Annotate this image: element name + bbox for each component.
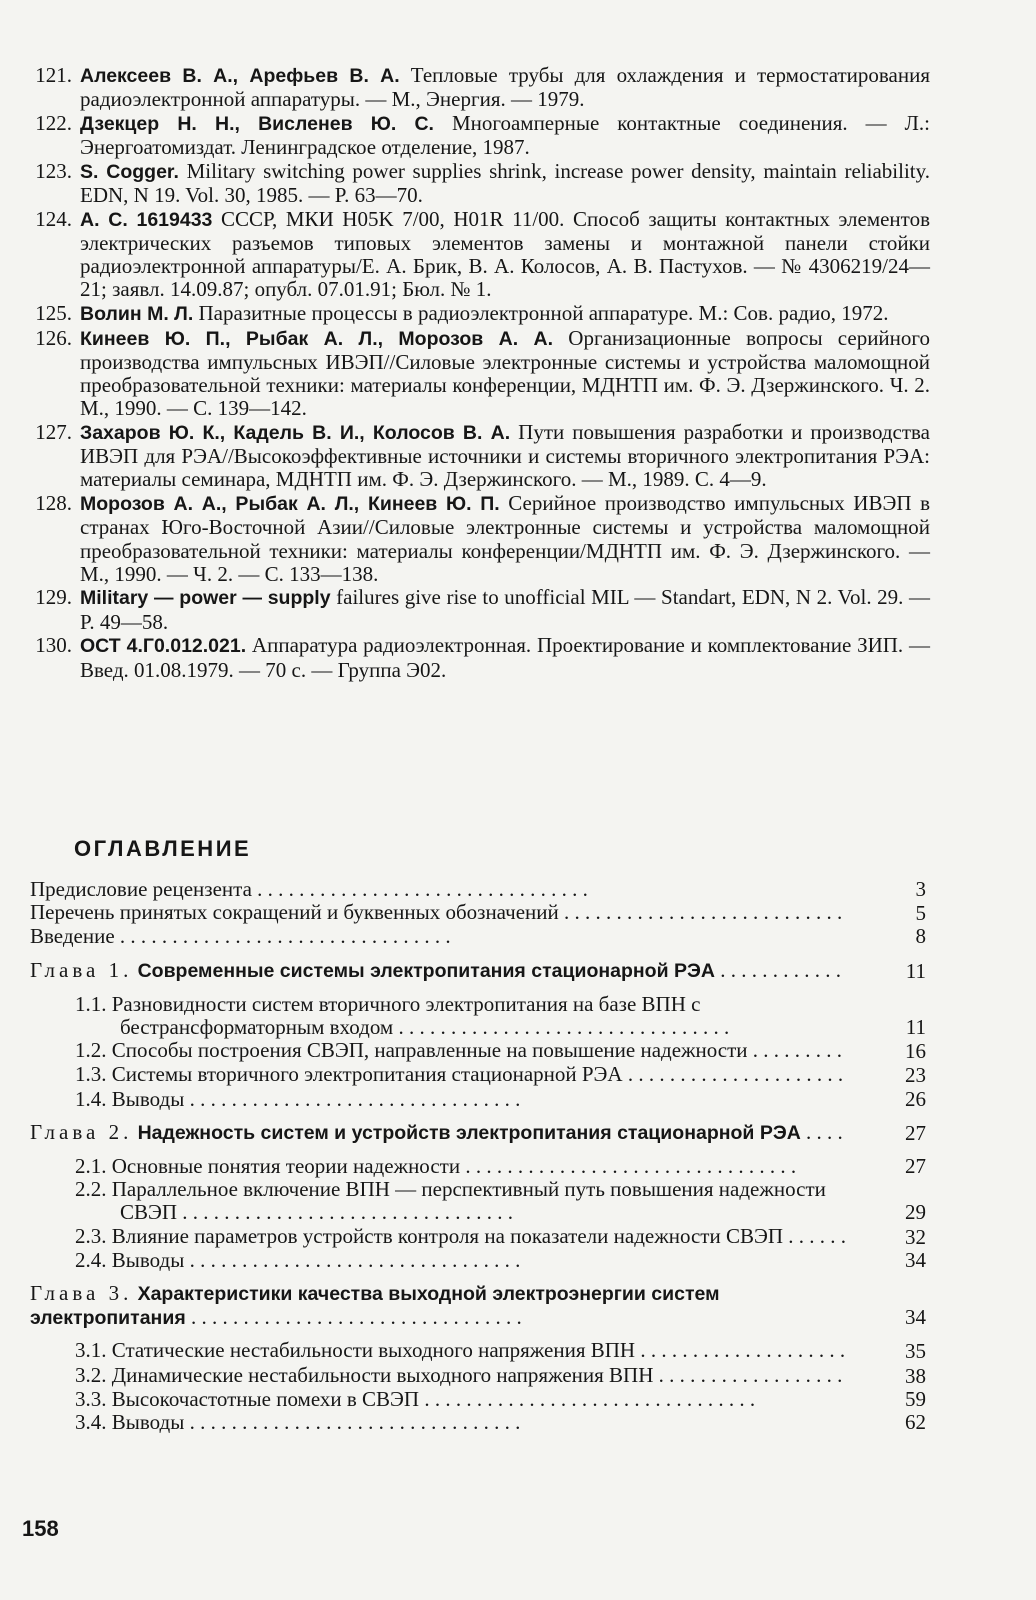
section-number: 1.3. bbox=[75, 1063, 107, 1087]
toc-entry-page: 35 bbox=[905, 1339, 926, 1364]
reference-entry bbox=[30, 327, 930, 421]
toc-dot-leader bbox=[184, 1249, 520, 1272]
toc-entry-page: 62 bbox=[905, 1409, 926, 1434]
toc-dot-leader bbox=[186, 1305, 522, 1329]
chapter-title: Надежность систем и устройств электропитания стационарной РЭА bbox=[137, 1121, 801, 1144]
chapter-label: Глава 2. bbox=[30, 1120, 133, 1144]
reference-authors: А. С. 1619433 bbox=[80, 208, 213, 231]
toc-entry-title bbox=[30, 1225, 930, 1249]
section-number: 3.2. bbox=[75, 1363, 107, 1387]
toc-entry-title bbox=[30, 901, 930, 925]
toc-entry-page: 27 bbox=[905, 1153, 926, 1178]
chapter-title: Современные системы электропитания стационарной РЭА bbox=[137, 959, 715, 982]
toc-entry-title bbox=[30, 1249, 930, 1272]
reference-entry bbox=[30, 492, 930, 586]
reference-authors: Захаров Ю. К., Кадель В. И., Колосов В. А. bbox=[80, 422, 511, 445]
page-number: 158 bbox=[22, 1516, 59, 1541]
section-number: 2.2. bbox=[75, 1178, 107, 1202]
toc-dot-leader bbox=[184, 1411, 520, 1434]
reference-number: 125. bbox=[35, 301, 72, 326]
toc-entry-title bbox=[30, 1339, 930, 1363]
reference-authors: ОСТ 4.Г0.012.021. bbox=[80, 635, 247, 658]
section-title: Динамические нестабильности выходного напряжения ВПН bbox=[111, 1363, 654, 1387]
section-number: 2.3. bbox=[75, 1224, 107, 1248]
toc-entry-title bbox=[30, 1388, 930, 1411]
toc-entry-title bbox=[30, 1121, 930, 1145]
reference-entry bbox=[30, 160, 930, 207]
toc-heading: ОГЛАВЛЕНИЕ bbox=[74, 836, 252, 861]
toc-entry-page: 11 bbox=[905, 1014, 926, 1039]
toc-entry-title bbox=[30, 1178, 930, 1224]
reference-text: СССР, МКИ H05K 7/00, H01R 11/00. Способ защиты контактных элементов электрических разъемов типовых элементов замены и монтажной панели стойки радиоэлектронной аппаратуры/Е. А. Брик, В. А. Колосов, А. В. Пастухов. — № 4306219/24—21; заявл. 14.09.87; опубл. 07.01.91; Бюл. № 1. bbox=[80, 206, 930, 302]
reference-number: 127. bbox=[35, 420, 72, 445]
reference-text: Серийное производство импульсных ИВЭП в странах Юго-Восточной Азии//Силовые электронные системы и устройства маломощной преобразовательной техники: материалы конференции/МДНТП им. Ф. Э. Дзержинского. — М., 1990. — Ч. 2. — С. 133—138. bbox=[80, 491, 930, 586]
toc-section-entry[interactable] bbox=[30, 1364, 930, 1388]
reference-entry bbox=[30, 64, 930, 111]
section-number: 1.4. bbox=[75, 1087, 107, 1111]
toc-entry-page: 29 bbox=[905, 1200, 926, 1225]
toc-section-entry[interactable] bbox=[30, 1225, 930, 1249]
toc-section-entry[interactable] bbox=[30, 1155, 930, 1178]
toc-entry-page: 38 bbox=[905, 1363, 926, 1388]
reference-number: 129. bbox=[35, 585, 72, 610]
section-title: Системы вторичного электропитания стационарной РЭА bbox=[111, 1063, 623, 1087]
toc-entry-page: 26 bbox=[905, 1086, 926, 1111]
section-number: 3.1. bbox=[75, 1339, 107, 1363]
toc-section-entry[interactable] bbox=[30, 1411, 930, 1434]
toc-section-entry[interactable] bbox=[30, 1039, 930, 1063]
reference-list bbox=[30, 64, 930, 682]
section-number: 3.4. bbox=[75, 1410, 107, 1434]
reference-authors: S. Cogger. bbox=[80, 160, 179, 183]
toc-entry-page: 23 bbox=[905, 1063, 926, 1088]
section-title: Влияние параметров устройств контроля на показатели надежности СВЭП bbox=[111, 1224, 784, 1248]
toc-entry-page: 32 bbox=[905, 1224, 926, 1249]
toc-entry-page: 34 bbox=[905, 1305, 926, 1330]
toc-section-entry[interactable] bbox=[30, 1088, 930, 1111]
reference-number: 122. bbox=[35, 110, 72, 135]
reference-entry bbox=[30, 421, 930, 492]
reference-entry bbox=[30, 586, 930, 633]
section-title: Параллельное включение ВПН — перспективный путь повышения надежности СВЭП bbox=[111, 1178, 826, 1225]
toc-front-entry[interactable] bbox=[30, 925, 930, 948]
toc-entry-title bbox=[30, 925, 930, 948]
reference-authors: Military — power — supply bbox=[80, 587, 331, 610]
reference-number: 126. bbox=[35, 325, 72, 350]
toc-chapter-entry[interactable] bbox=[30, 1121, 930, 1145]
reference-text: Тепловые трубы для охлаждения и термостатирования радиоэлектронной аппаратуры. — М., Энергия. — 1979. bbox=[80, 63, 931, 112]
reference-authors: Алексеев В. А., Арефьев В. А. bbox=[80, 65, 400, 87]
toc-entry-title bbox=[30, 1411, 930, 1434]
toc-dot-leader bbox=[184, 1088, 520, 1111]
section-title: Высокочастотные помехи в СВЭП bbox=[111, 1387, 420, 1411]
reference-number: 123. bbox=[35, 158, 72, 183]
reference-text: Паразитные процессы в радиоэлектронной аппаратуре. М.: Сов. радио, 1972. bbox=[198, 301, 889, 326]
toc-entry-title bbox=[30, 1364, 930, 1388]
toc-entry-title bbox=[30, 1155, 930, 1178]
toc-front-entry[interactable] bbox=[30, 878, 930, 901]
toc-dot-leader bbox=[419, 1388, 755, 1411]
toc-entry-title bbox=[30, 1063, 930, 1087]
toc-dot-leader bbox=[177, 1200, 513, 1224]
chapter-label: Глава 3. bbox=[30, 1281, 133, 1305]
section-number: 1.2. bbox=[75, 1039, 107, 1063]
toc-front-entry[interactable] bbox=[30, 901, 930, 925]
chapter-label: Глава 1. bbox=[30, 958, 133, 982]
toc-section-entry[interactable] bbox=[30, 1178, 930, 1224]
reference-entry bbox=[30, 208, 930, 302]
toc-dot-leader bbox=[393, 1015, 729, 1039]
reference-text: Многоамперные контактные соединения. — Л.: Энергоатомиздат. Ленинградское отделение, 1987. bbox=[80, 110, 931, 160]
toc-entry-page: 34 bbox=[905, 1247, 926, 1272]
reference-number: 121. bbox=[35, 63, 72, 87]
section-title: Выводы bbox=[111, 1248, 185, 1272]
section-title: Разновидности систем вторичного электропитания на базе ВПН с бестрансформаторным входом bbox=[111, 992, 701, 1039]
toc-entry-title bbox=[30, 993, 930, 1039]
reference-entry bbox=[30, 634, 930, 681]
chapter-title: Характеристики качества выходной электроэнергии систем электропитания bbox=[30, 1282, 720, 1330]
toc-front-title: Предисловие рецензента bbox=[30, 878, 252, 901]
section-title: Выводы bbox=[111, 1087, 185, 1111]
toc-entry-title bbox=[30, 1282, 930, 1329]
section-number: 1.1. bbox=[75, 992, 107, 1016]
toc-chapter-entry[interactable] bbox=[30, 1282, 930, 1329]
toc-dot-leader bbox=[115, 925, 451, 948]
reference-entry bbox=[30, 302, 930, 326]
reference-text: Организационные вопросы серийного производства импульсных ИВЭП//Силовые электронные системы и устройства маломощной преобразовательной техники: материалы конференции, МДНТП им. Ф. Э. Дзержинского. Ч. 2. М., 1990. — С. 139—142. bbox=[80, 325, 930, 421]
reference-number: 128. bbox=[35, 491, 72, 516]
reference-text: Пути повышения разработки и производства ИВЭП для РЭА//Высокоэффективные источники и системы вторичного электропитания РЭА: материалы семинара, МДНТП им. Ф. Э. Дзержинского. — М., 1989. С. 4—9. bbox=[80, 420, 930, 492]
reference-number: 124. bbox=[35, 206, 72, 231]
section-title: Статические нестабильности выходного напряжения ВПН bbox=[111, 1339, 636, 1363]
toc-section-entry[interactable] bbox=[30, 993, 930, 1039]
toc-entry-page: 8 bbox=[915, 924, 926, 949]
toc-section-entry[interactable] bbox=[30, 1388, 930, 1411]
section-title: Основные понятия теории надежности bbox=[111, 1154, 461, 1178]
section-number: 3.3. bbox=[75, 1387, 107, 1411]
toc-front-title: Введение bbox=[30, 925, 115, 949]
reference-authors: Волин М. Л. bbox=[80, 303, 194, 326]
toc-dot-leader bbox=[460, 1155, 796, 1178]
reference-number: 130. bbox=[35, 633, 72, 658]
toc-entry-title bbox=[30, 1088, 930, 1111]
toc-entry-page: 3 bbox=[915, 877, 926, 901]
section-number: 2.4. bbox=[75, 1248, 107, 1272]
table-of-contents bbox=[30, 878, 930, 1434]
toc-chapter-entry[interactable] bbox=[30, 959, 930, 983]
toc-front-title: Перечень принятых сокращений и буквенных обозначений bbox=[30, 901, 559, 925]
reference-authors: Дзекцер Н. Н., Висленев Ю. С. bbox=[80, 112, 434, 135]
toc-entry-page: 16 bbox=[905, 1039, 926, 1064]
toc-section-entry[interactable] bbox=[30, 1249, 930, 1272]
toc-entry-page: 27 bbox=[905, 1120, 926, 1145]
reference-text: Аппаратура радиоэлектронная. Проектирование и комплектование ЗИП. — Введ. 01.08.1979. — 70 с. — Группа Э02. bbox=[80, 633, 930, 682]
toc-entry-page: 11 bbox=[905, 958, 926, 983]
reference-entry bbox=[30, 112, 930, 159]
toc-entry-title bbox=[30, 878, 930, 901]
reference-text: Military switching power supplies shrink, increase power density, maintain reliability. EDN, N 19. Vol. 30, 1985. — P. 63—70. bbox=[80, 158, 931, 208]
section-title: Способы построения СВЭП, направленные на повышение надежности bbox=[111, 1039, 748, 1063]
section-title: Выводы bbox=[111, 1410, 185, 1434]
toc-entry-title bbox=[30, 959, 930, 983]
toc-entry-page: 59 bbox=[905, 1386, 926, 1411]
toc-entry-page: 5 bbox=[915, 901, 926, 926]
reference-authors: Морозов А. А., Рыбак А. Л., Кинеев Ю. П. bbox=[80, 493, 500, 516]
toc-entry-title bbox=[30, 1039, 930, 1063]
section-number: 2.1. bbox=[75, 1154, 107, 1178]
reference-authors: Кинеев Ю. П., Рыбак А. Л., Морозов А. А. bbox=[80, 327, 554, 350]
toc-section-entry[interactable] bbox=[30, 1339, 930, 1363]
reference-text: failures give rise to unofficial MIL — Standart, EDN, N 2. Vol. 29. — P. 49—58. bbox=[80, 585, 931, 634]
toc-dot-leader bbox=[252, 878, 588, 901]
toc-section-entry[interactable] bbox=[30, 1063, 930, 1087]
